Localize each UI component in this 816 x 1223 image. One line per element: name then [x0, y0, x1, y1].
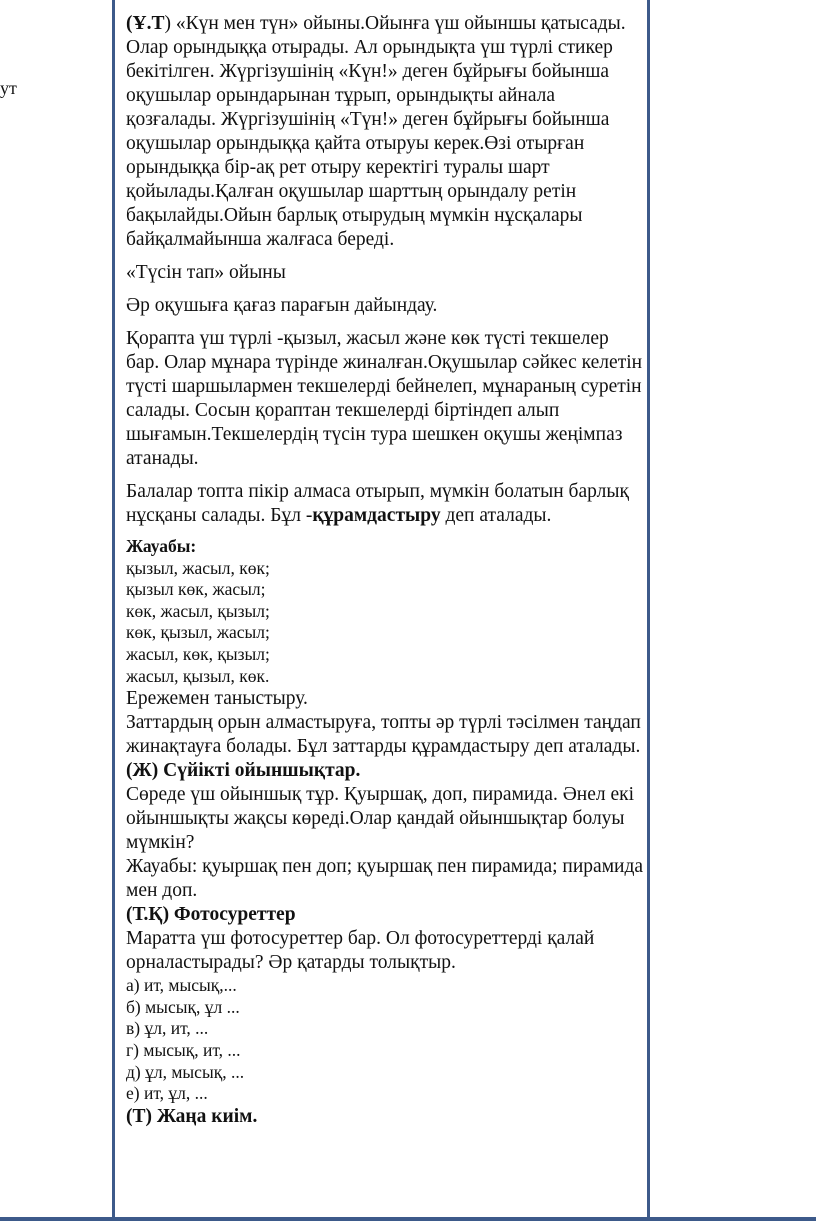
option-line: г) мысық, ит, ... [126, 1039, 241, 1060]
answer-label: Жауабы: [126, 536, 197, 556]
rule-title: Ережемен таныстыру. [126, 688, 308, 710]
answer-line: қызыл, жасыл, көк; [126, 557, 270, 578]
rule-text: Заттардың орын алмастыруға, топты әр түрлі тәсілмен таңдап жинақтауға болады. Бұл заттарды құрамдастыру деп аталады. [126, 712, 641, 758]
task-photos-text: Маратта үш фотосуреттер бар. Ол фотосуреттерді қалай орналастырады? Әр қатарды толықтыр. [126, 928, 595, 974]
game-tag: (Ұ.Т [126, 13, 165, 34]
left-column-text-fragment: ут [0, 78, 17, 98]
option-line: б) мысық, ұл ... [126, 996, 240, 1017]
lesson-content-cell [126, 12, 644, 1129]
game-colour-prep: Әр оқушыға қағаз парағын дайындау. [126, 295, 438, 316]
task-toys-answer: Жауабы: қуыршақ пен доп; қуыршақ пен пирамида; пирамида мен доп. [126, 856, 644, 902]
task-clothes-title: (Т) Жаңа киім. [126, 1105, 258, 1127]
term-combination: құрамдастыру [312, 505, 441, 526]
table-border-bottom [0, 1217, 816, 1221]
option-line: в) ұл, ит, ... [126, 1018, 209, 1039]
option-line: е) ит, ұл, ... [126, 1083, 208, 1104]
answer-line: көк, қызыл, жасыл; [126, 622, 270, 643]
option-line: а) ит, мысық,... [126, 975, 237, 996]
option-line: д) ұл, мысық, ... [126, 1061, 245, 1082]
answer-line: жасыл, қызыл, көк. [126, 665, 270, 686]
table-border-right [647, 0, 650, 1218]
game-colour-combination: Балалар топта пікір алмаса отырып, мүмкін болатын барлық нұсқаны салады. Бұл -құрамдастыру деп аталады. [126, 481, 629, 526]
answer-block [126, 536, 644, 687]
answer-line: көк, жасыл, қызыл; [126, 600, 270, 621]
game-description: «Күн мен түн» ойыны.Ойынға үш ойыншы қатысады. Олар орындыққа отырады. Ал орындықта үш түрлі стикер бекітілген. Жүргізушінің «Күн!» деген бұйрығы бойынша оқушылар орындарынан тұрып, орындықты айнала қозғалады. Жүргізушінің «Түн!» деген бұйрығы бойынша оқушылар орындыққа қайта отыруы керек.Өзі отырған орындыққа бір-ақ рет отыру керектігі туралы шарт қойылады.Қалған оқушылар шарттың орындалу ретін бақылайды.Ойын барлық отырудың мүмкін нұсқалары байқалмайынша жалғаса береді. [126, 13, 626, 250]
game-colour-description: Қорапта үш түрлі -қызыл, жасыл және көк түсті текшелер бар. Олар мұнара түрінде жиналған.Оқушылар сәйкес келетін түсті шаршылармен текшелерді бейнелеп, мұнараның суретін салады. Сосын қораптан текшелерді біртіндеп алып шығамын.Текшелердің түсін тура шешкен оқушы жеңімпаз атанады. [126, 328, 643, 469]
table-border-left [112, 0, 115, 1218]
game-kun-men-tun: (Ұ.Т) «Күн мен түн» ойыны.Ойынға үш ойыншы қатысады. Олар орындыққа отырады. Ал орындықта үш түрлі стикер бекітілген. Жүргізушінің «Күн!» деген бұйрығы бойынша оқушылар орындарынан тұрып, орындықты айнала қозғалады. Жүргізушінің «Түн!» деген бұйрығы бойынша оқушылар орындыққа қайта отыруы керек.Өзі отырған орындыққа бір-ақ рет отыру керектігі туралы шарт қойылады.Қалған оқушылар шарттың орындалу ретін бақылайды.Ойын барлық отырудың мүмкін нұсқалары байқалмайынша жалғаса береді. [126, 13, 626, 250]
task-photos-title: (Т.Қ) Фотосуреттер [126, 904, 296, 926]
answer-line: қызыл көк, жасыл; [126, 579, 266, 600]
task-toys-title: (Ж) Сүйікті ойыншықтар. [126, 760, 361, 782]
task-toys-text: Сөреде үш ойыншық тұр. Қуыршақ, доп, пирамида. Әнел екі ойыншықты жақсы көреді.Олар қандай ойыншықтар болуы мүмкін? [126, 784, 635, 854]
game-colour-title: «Түсін тап» ойыны [126, 262, 286, 283]
task-photos-options [126, 975, 644, 1105]
answer-line: жасыл, көк, қызыл; [126, 643, 270, 664]
